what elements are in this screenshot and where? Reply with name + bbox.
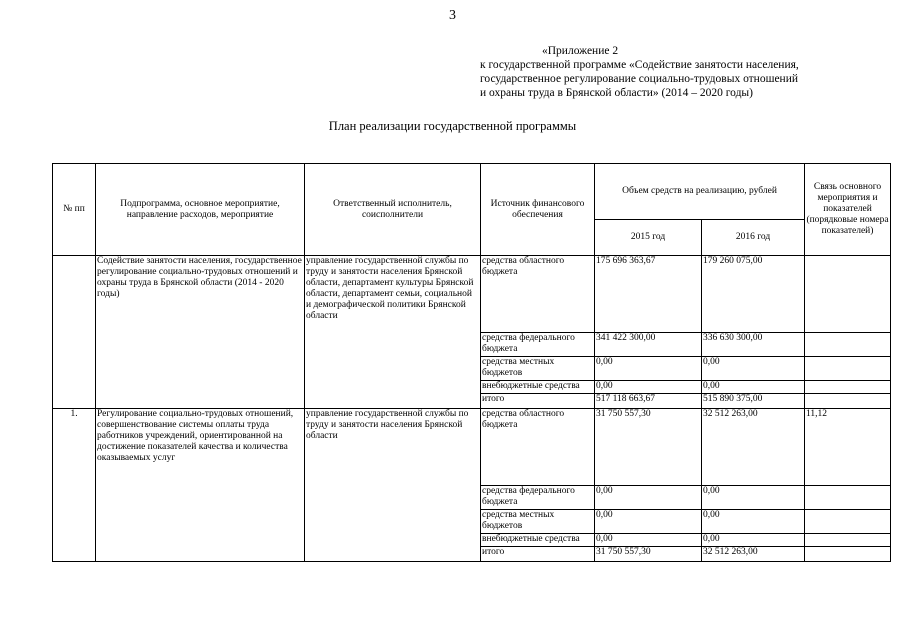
amount-2015-total: 31 750 557,30 <box>595 547 702 562</box>
indicator-link-empty <box>805 381 891 394</box>
amount-2016: 0,00 <box>702 534 805 547</box>
executor-name: управление государственной службы по труду и занятости населения Брянской области <box>305 409 481 562</box>
amount-2016: 32 512 263,00 <box>702 409 805 486</box>
indicator-link-empty <box>805 510 891 534</box>
appendix-line: «Приложение 2 <box>542 45 619 57</box>
header-source: Источник финансового обеспечения <box>481 164 595 256</box>
executor-name: управление государственной службы по труду и занятости населения Брянской области, департамент культуры Брянской области, департамент семьи, социальной и демографической политики Брянской области <box>305 256 481 409</box>
amount-2015: 0,00 <box>595 381 702 394</box>
indicator-link: 11,12 <box>805 409 891 486</box>
amount-2015: 31 750 557,30 <box>595 409 702 486</box>
funding-source: средства областного бюджета <box>481 409 595 486</box>
indicator-link-empty <box>805 333 891 357</box>
plan-table <box>52 163 891 562</box>
amount-2016: 0,00 <box>702 357 805 381</box>
funding-source: средства федерального бюджета <box>481 333 595 357</box>
funding-source: средства местных бюджетов <box>481 510 595 534</box>
funding-source: внебюджетные средства <box>481 534 595 547</box>
row-number <box>53 256 96 409</box>
funding-source: средства местных бюджетов <box>481 357 595 381</box>
page-number: 3 <box>449 8 456 23</box>
amount-2016: 179 260 075,00 <box>702 256 805 333</box>
amount-2016: 0,00 <box>702 486 805 510</box>
document-title: План реализации государственной программы <box>328 119 577 133</box>
program-name: Содействие занятости населения, государственное регулирование социально-трудовых отношений и охраны труда в Брянской области (2014 - 2020 годы) <box>96 256 305 409</box>
indicator-link-empty <box>805 357 891 381</box>
amount-2015-total: 517 118 663,67 <box>595 394 702 409</box>
indicator-link <box>805 256 891 333</box>
amount-2015: 0,00 <box>595 510 702 534</box>
appendix-block <box>480 44 880 100</box>
amount-2016: 0,00 <box>702 381 805 394</box>
appendix-line: к государственной программе «Содействие занятости населения, <box>480 59 799 71</box>
appendix-line: и охраны труда в Брянской области» (2014 – 2020 годы) <box>480 87 753 99</box>
amount-2015: 175 696 363,67 <box>595 256 702 333</box>
funding-source-total: итого <box>481 394 595 409</box>
indicator-link-empty <box>805 486 891 510</box>
amount-2016-total: 32 512 263,00 <box>702 547 805 562</box>
amount-2016: 0,00 <box>702 510 805 534</box>
table-row <box>53 256 891 333</box>
header-year-2015: 2015 год <box>595 220 702 256</box>
row-number: 1. <box>53 409 96 562</box>
amount-2016: 336 630 300,00 <box>702 333 805 357</box>
amount-2015: 341 422 300,00 <box>595 333 702 357</box>
header-executor: Ответственный исполнитель, соисполнители <box>305 164 481 256</box>
table-row <box>53 409 891 486</box>
funding-source: средства федерального бюджета <box>481 486 595 510</box>
indicator-link-empty <box>805 547 891 562</box>
amount-2016-total: 515 890 375,00 <box>702 394 805 409</box>
amount-2015: 0,00 <box>595 534 702 547</box>
funding-source-total: итого <box>481 547 595 562</box>
funding-source: внебюджетные средства <box>481 381 595 394</box>
funding-source: средства областного бюджета <box>481 256 595 333</box>
indicator-link-empty <box>805 394 891 409</box>
amount-2015: 0,00 <box>595 357 702 381</box>
header-link: Связь основного мероприятия и показателей (порядковые номера показателей) <box>805 164 891 256</box>
header-year-2016: 2016 год <box>702 220 805 256</box>
appendix-line: государственное регулирование социально-трудовых отношений <box>480 73 799 85</box>
header-volume: Объем средств на реализацию, рублей <box>595 164 805 220</box>
amount-2015: 0,00 <box>595 486 702 510</box>
program-name: Регулирование социально-трудовых отношений, совершенствование системы оплаты труда работников учреждений, ориентированной на достижение показателей качества и количества оказываемых услуг <box>96 409 305 562</box>
header-program: Подпрограмма, основное мероприятие, направление расходов, мероприятие <box>96 164 305 256</box>
header-num: № пп <box>53 164 96 256</box>
indicator-link-empty <box>805 534 891 547</box>
